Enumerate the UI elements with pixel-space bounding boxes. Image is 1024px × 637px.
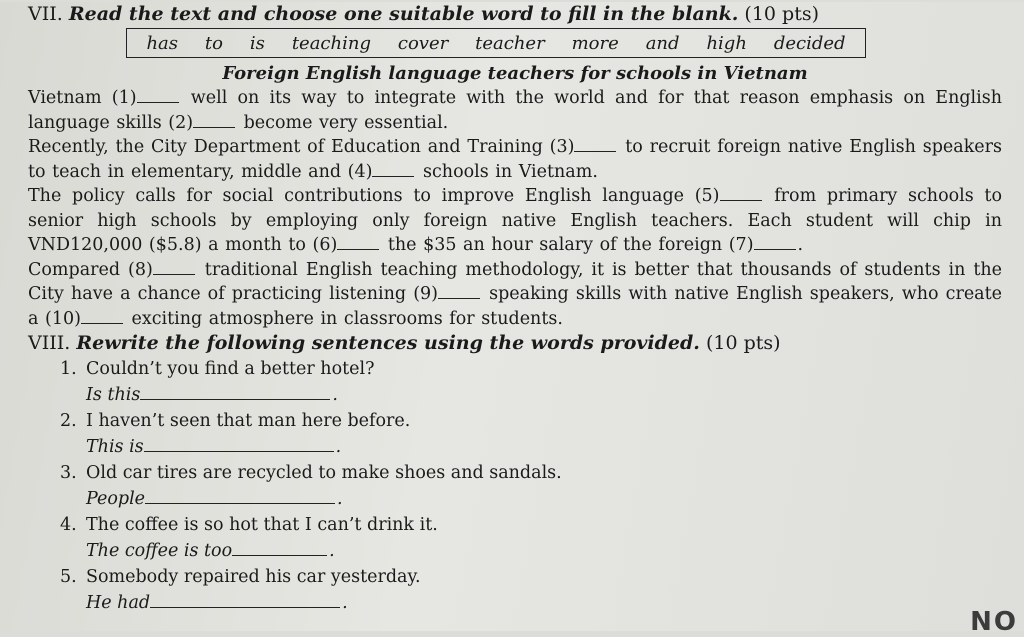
- answer-blank-2[interactable]: [144, 437, 334, 452]
- rewrite-item-4: 4. The coffee is so hot that I can’t drink it. The coffee is too .: [60, 515, 438, 561]
- blank-9[interactable]: [438, 284, 480, 299]
- blank-2[interactable]: [193, 113, 235, 128]
- word-bank: [126, 28, 866, 58]
- section-8-points: (10 pts): [705, 332, 781, 354]
- blank-1[interactable]: [137, 88, 179, 103]
- blank-6[interactable]: [337, 235, 379, 250]
- blank-4[interactable]: [372, 162, 414, 177]
- blank-7[interactable]: [754, 235, 796, 250]
- blank-5[interactable]: [720, 186, 762, 201]
- passage-paragraph-1: Vietnam (1) well on its way to integrate with the world and for that reason emphasis on English language skills (2) become very essential.: [28, 88, 1002, 133]
- answer-blank-3[interactable]: [145, 489, 335, 504]
- answer-blank-4[interactable]: [232, 541, 327, 556]
- rewrite-item-1: 1. Couldn’t you find a better hotel? Is this .: [60, 359, 375, 405]
- worksheet-page: [0, 2, 1024, 637]
- word-bank-item: decided: [773, 32, 846, 54]
- word-bank-item: is: [249, 32, 265, 54]
- section-7-instruction: Read the text and choose one suitable word to fill in the blank.: [68, 3, 739, 25]
- section-7-points: (10 pts): [744, 3, 820, 25]
- rewrite-item-2: 2. I haven’t seen that man here before. This is .: [60, 411, 411, 457]
- section-8-number: VIII.: [28, 332, 71, 354]
- corner-text: NO: [970, 607, 1018, 637]
- blank-8[interactable]: [153, 260, 195, 275]
- section-8-instruction: Rewrite the following sentences using the words provided.: [76, 332, 700, 354]
- passage-title: Foreign English language teachers for schools in Vietnam: [222, 63, 808, 84]
- answer-blank-5[interactable]: [150, 593, 340, 608]
- word-bank-item: teaching: [291, 32, 371, 54]
- blank-3[interactable]: [574, 137, 616, 152]
- section-7-number: VII.: [28, 3, 63, 25]
- word-bank-item: more: [571, 32, 619, 54]
- rewrite-list: [28, 356, 1002, 616]
- blank-10[interactable]: [81, 309, 123, 324]
- word-bank-item: teacher: [475, 32, 545, 54]
- passage-paragraph-4: Compared (8) traditional English teaching methodology, it is better that thousands of students in the City have a chance of practicing listening (9) speaking skills with native English speakers, who create a (10) exciting atmosphere in classrooms for students.: [28, 259, 1002, 329]
- answer-blank-1[interactable]: [140, 385, 330, 400]
- rewrite-item-3: 3. Old car tires are recycled to make shoes and sandals. People .: [60, 463, 562, 509]
- passage-paragraph-3: The policy calls for social contributions to improve English language (5) from primary schools to senior high schools by employing only foreign native English teachers. Each student will chip in VND120,000 ($5.8) a month to (6) the $35 an hour salary of the foreign (7) .: [28, 186, 1002, 255]
- passage-paragraph-2: Recently, the City Department of Education and Training (3) to recruit foreign native English speakers to teach in elementary, middle and (4) schools in Vietnam.: [28, 137, 1003, 182]
- section-8-heading: [28, 331, 1002, 356]
- word-bank-item: high: [706, 32, 747, 54]
- section-7-heading: [28, 2, 1002, 26]
- rewrite-item-5: 5. Somebody repaired his car yesterday. He had .: [60, 567, 421, 613]
- word-bank-item: to: [204, 32, 223, 54]
- word-bank-item: has: [146, 32, 179, 54]
- word-bank-item: and: [645, 32, 680, 54]
- word-bank-item: cover: [397, 32, 449, 54]
